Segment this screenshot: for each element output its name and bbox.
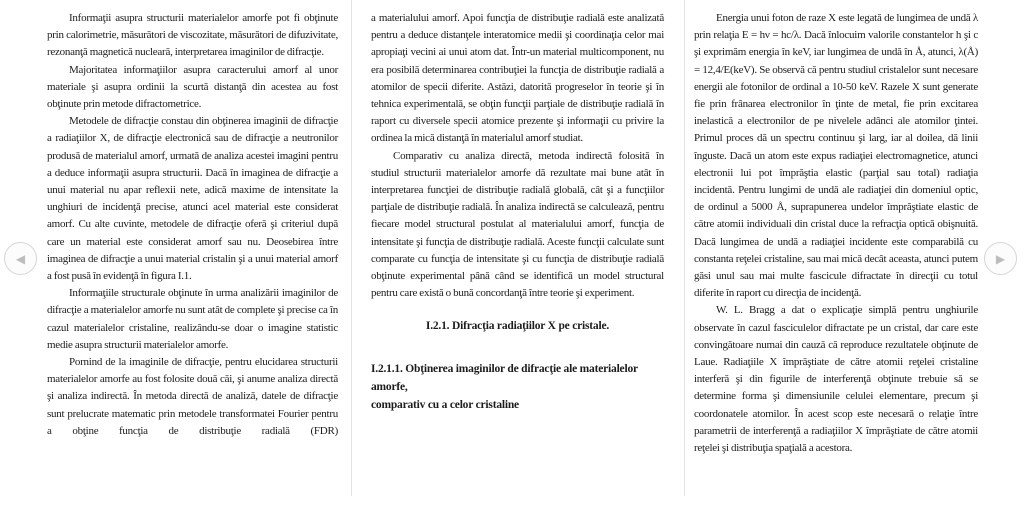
paragraph: W. L. Bragg a dat o explicaţie simplă pentru unghiurile observate în cazul fasciculelor difractate pe un cristal, dar care este convingătoare numai din cauză că reproduce rezultatele obţinute de Laue. Radiaţiile X împrăştiate de către atomii reţelei cristaline interferă şi din figurile de interferenţă obţinute trebuie să se determine forma şi dimensiunile celulei elementare, precum şi coordonatele atomilor. În acest scop este necesară o relaţie între parametrii de interferenţă a radiaţiilor X împrăştiate de către atomii reţelei şi distribuţia spaţială a acestora. <box>694 304 978 455</box>
previous-page-button[interactable] <box>4 242 37 275</box>
paragraph: Pornind de la imaginile de difracţie, pentru elucidarea structurii materialelor amorfe au fost folosite două căi, şi anume analiza directă şi analiza indirectă. În metoda directă de analiză, datele de difracţie sunt prelucrate matematic prin metodele transformatei Fourier pentru a obţine funcţia de distribuţie radială (FDR) <box>47 356 338 437</box>
page-center <box>352 0 685 496</box>
paragraph: Majoritatea informaţiilor asupra caracterului amorf al unor materiale şi asupra ordinii la scurtă distanţă din acestea au fost obţinute prin metode difractometrice. <box>47 63 338 111</box>
paragraph: Informaţii asupra structurii materialelor amorfe pot fi obţinute prin calorimetrie, măsurători de viscozitate, măsurători de difuzivitate, rezonanţă magnetică nucleară, interpretarea imaginilor de difracţie. <box>47 12 338 59</box>
paragraph: a materialului amorf. Apoi funcţia de distribuţie radială este analizată pentru a deduce distanţele interatomice medii şi coordinaţia celor mai apropiaţi vecini ai unui atom dat. Într-un material multicomponent, nu era posibilă determinarea contribuţiei la funcţia de distribuţie radială a atomilor de specii diferite. Astăzi, datorită progreselor în teorie şi în tehnica experimentală, se obţin funcţii parţiale de distribuţie radială în raport cu diversele specii atomice prezente şi informaţii cu privire la ordinea la mică distanţă în materialul amorf studiat. <box>371 12 664 145</box>
paragraph: Informaţiile structurale obţinute în urma analizării imaginilor de difracţie a materialelor amorfe nu sunt atât de complete şi precise ca în cazul materialelor cristaline, realizându-se doar o imagine statistic medie asupra structurii materialelor amorfe. <box>47 287 338 351</box>
paragraph: Metodele de difracţie constau din obţinerea imaginii de difracţie a radiaţiilor X, de difracţie electronică sau de difracţie a neutronilor produsă de materialul amorf, urmată de analiza acestei imagini pentru a deduce informaţii asupra structurii. Dacă în imaginea de difracţie a unui material nu apar reflexii nete, adică maxime de intensitate la unghiuri de incidenţă precise, atunci acel material este considerat amorf. Cu alte cuvinte, metodele de difracţie oferă şi criteriul după care un material este considerat amorf sau nu. Deosebirea între imaginea de difracţie a unui material cristalin şi a unui material amorf a fost pusă în evidenţă în figura I.1. <box>47 115 338 283</box>
paragraph: Comparativ cu analiza directă, metoda indirectă folosită în studiul structurii materialelor amorfe dă rezultate mai bune atât în interpretarea funcţiei de distribuţie radială globală, cât şi a funcţiilor parţiale de distribuţie radială. În analiza indirectă se calculează, pentru fiecare model structural postulat al materialului amorf, funcţia de intensitate şi funcţia de distribuţie radială. Aceste funcţii calculate sunt comparate cu funcţia de intensitate şi cu funcţia de distribuţie radială obţinute experimental până când se identifică un model structural pentru care există o bună concordanţă între teorie şi experiment. <box>371 149 664 300</box>
subsection-heading: I.2.1.1. Obţinerea imaginilor de difracţie ale materialelor amorfe, <box>371 362 638 393</box>
left-arrow-icon: ◀ <box>15 251 26 266</box>
right-arrow-icon: ▶ <box>995 251 1006 266</box>
page-left <box>0 0 352 496</box>
paragraph: Energia unui foton de raze X este legată de lungimea de undă λ prin relaţia E = hν = hc/λ. Dacă înlocuim valorile constantelor h şi c şi exprimăm energia în keV, iar lungimea de undă în Å, atunci, λ(Å) = 12,4/E(keV). Se observă că pentru studiul cristalelor sunt necesare energii ale fotonilor de ordinal a 10-50 keV. Razele X sunt generate fie prin frânarea electronilor în ţinte de metal, fie prin excitarea inelastică a electronilor de pe nivelele adânci ale atomilor ţintei. Primul proces dă un spectru continuu şi larg, iar al doilea, dă linii înguste. Dacă un atom este expus radiaţiei electromagnetice, atunci electronii lui pot împrăştia elastic (parţial sau total) radiaţia incidentă. Pentru lungimi de undă ale radiaţiei din domeniul optic, de ordinul a 5000 Å, suprapunerea undelor împrăştiate elastic de către atomii individuali din cristal duce la refracţia optică obişnuită. Dacă lungimea de undă a radiaţiei incidente este comparabilă cu constanta reţelei cristaline, sau mai mică decât aceasta, atunci putem găsi unul sau mai multe fascicule difractate în direcţii cu totul diferite în raport cu direcţia de incidenţă. <box>694 12 978 300</box>
section-heading: I.2.1. Difracţia radiaţiilor X pe cristale. <box>425 320 610 333</box>
next-page-button[interactable] <box>984 242 1017 275</box>
page-right <box>685 0 1024 496</box>
subsection-heading-line2: comparativ cu a celor cristaline <box>371 398 519 411</box>
